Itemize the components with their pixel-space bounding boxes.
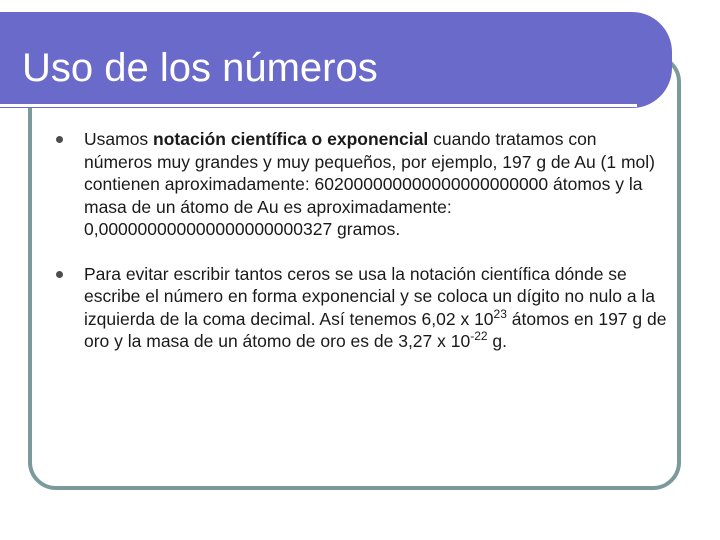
bullet-text — [84, 264, 666, 352]
bullet-item-avoid-zeros — [56, 263, 668, 353]
bullet-text-segment: cuando tratamos con números muy grandes y muy pequeños, por ejemplo, 197 g de Au (1 mol) contienen aproximadamente: 602000000000000000000000 átomos y la masa de un átomo de Au es aproximadamente: 0,000000000000000000000327 gramos. — [84, 129, 656, 239]
exponent-superscript: -22 — [470, 329, 488, 344]
bullet-dot-icon — [56, 271, 63, 278]
bullet-text-segment: átomos en 197 g de oro y la masa de un átomo de oro es de 3,27 x 10 — [84, 308, 667, 351]
bullet-bold-term: notación científica o exponencial — [153, 129, 429, 149]
bullet-text — [84, 129, 655, 239]
slide-body — [56, 128, 668, 375]
slide-title: Uso de los números — [22, 46, 378, 90]
title-underline — [0, 104, 637, 107]
exponent-superscript: 23 — [493, 306, 507, 321]
bullet-text-segment: Usamos — [84, 129, 154, 149]
bullet-text-segment: g. — [487, 331, 508, 351]
bullet-text-segment: Para evitar escribir tantos ceros se usa la notación científica dónde se escribe el número en forma exponencial y se coloca un dígito no nulo a la izquierda de la coma decimal. Así tenemos 6,02 x 10 — [84, 263, 656, 329]
title-bar — [0, 12, 672, 108]
bullet-dot-icon — [56, 136, 63, 143]
bullet-item-scientific-notation — [56, 128, 668, 241]
